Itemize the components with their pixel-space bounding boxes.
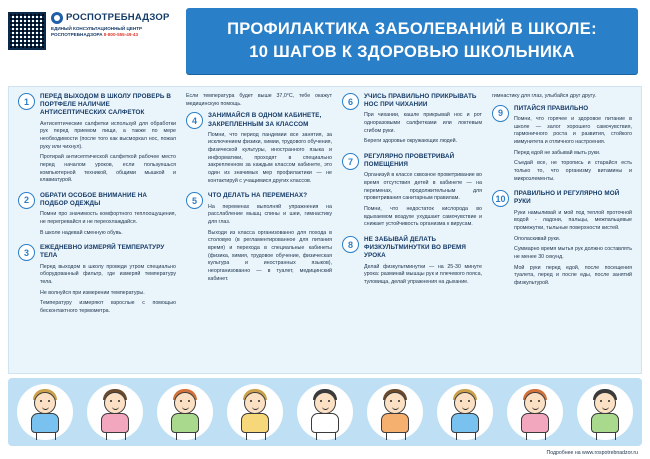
step-heading-8: НЕ ЗАБЫВАЙ ДЕЛАТЬ ФИЗКУЛЬТМИНУТКИ ВО ВРЕМЯ УРОКА [364, 236, 467, 260]
brand-phone: 8-800-555-49-43 [103, 32, 139, 38]
step-heading-4: ЗАНИМАЙСЯ В ОДНОМ КАБИНЕТЕ, ЗАКРЕПЛЕННЫМ ЗА КЛАССОМ [208, 112, 322, 128]
rospotrebnadzor-logo-icon [51, 12, 63, 24]
step-text-7-2: Помни, что недостаток кислорода во вдыхаемом воздухе ухудшает самочувствие и снижает устойчивость организма к вирусам. [364, 206, 482, 228]
step-pretext-4: Если температура будет выше 37,0°C, тебе окажут медицинскую помощь. [186, 93, 332, 107]
step-item-10 [492, 190, 632, 287]
kid-with-thermometer [364, 380, 426, 446]
step-text-7-1: Организуй в классе сквозное проветривание во время отсутствия детей в кабинете — на переменах, продолжительным для проветривания санитарным правилам. [364, 172, 482, 202]
kid-washing-hands [14, 380, 76, 446]
content-column-1 [13, 93, 181, 369]
step-number-2: 2 [18, 192, 35, 209]
step-number-9: 9 [492, 105, 509, 122]
step-text-9-2: Перед едой не забывай мыть руки. [514, 149, 601, 156]
step-heading-2: ОБРАТИ ОСОБОЕ ВНИМАНИЕ НА ПОДБОР ОДЕЖДЫ [40, 191, 148, 208]
step-text-9-1: Помни, что горячее и здоровое питание в школе — залог хорошего самочувствия, гармоничного роста и развития, стойкого иммунитета и отличного настроения. [514, 115, 632, 145]
step-text-2-2: В школе надевай сменную обувь. [40, 229, 123, 236]
step-item-2 [18, 192, 176, 237]
poster-title-line1: ПРОФИЛАКТИКА ЗАБОЛЕВАНИЙ В ШКОЛЕ: [227, 19, 597, 38]
brand-subtitle-line1: ЕДИНЫЙ КОНСУЛЬТАЦИОННЫЙ ЦЕНТР [51, 26, 143, 31]
content-panel [8, 86, 642, 374]
step-text-10-2: Ополаскивай руки. [514, 235, 561, 242]
brand-block [8, 6, 188, 50]
step-item-6 [342, 93, 482, 146]
step-number-1: 1 [18, 93, 35, 110]
step-text-3-1: Перед выходом в школу проведи утром специально оборудованный фильтр, где измеряй температуру тела. [40, 263, 176, 285]
brand-logo-row [51, 12, 170, 24]
content-columns [9, 87, 641, 373]
step-text-2-1: Помни про значимость комфортного теплоощущения, не перегревайся и не переохлаждайся. [40, 211, 176, 225]
step-heading-1: ПЕРЕД ВЫХОДОМ В ШКОЛУ ПРОВЕРЬ В ПОРТФЕЛЕ НАЛИЧИЕ АНТИСЕПТИЧЕСКИХ САЛФЕТОК [40, 93, 172, 117]
kid-waving [574, 380, 636, 446]
step-text-5-1: На переменах выполняй упражнения на расслабление мышц спины и шеи, гимнастику для глаз. [208, 203, 332, 225]
step-item-5 [186, 192, 332, 283]
brand-subtitle [51, 26, 170, 38]
step-text-10-3: Суммарно время мытья рук должно составлять не менее 30 секунд. [514, 246, 632, 260]
poster-title-banner [186, 8, 638, 74]
step-heading-10: ПРАВИЛЬНО И РЕГУЛЯРНО МОЙ РУКИ [514, 190, 620, 206]
step-text-10-4: Мой руки перед едой, после посещения туалета, перед и после еды, после занятий физкультурой. [514, 264, 632, 286]
step-text-5-2: Выходи из класса организованно для похода в столовую (в регламентированное для питания время) и перехода в специальные кабинеты (физика, химия, трудовое обучение, физическая культура и иностранных языков), неорганизованно — в туалет, медицинский кабинет. [208, 229, 332, 282]
kid-with-notebook [294, 380, 356, 446]
step-number-7: 7 [342, 153, 359, 170]
qr-code-icon [8, 12, 46, 50]
kid-exercising [84, 380, 146, 446]
kid-with-backpack [154, 380, 216, 446]
step-item-1 [18, 93, 176, 185]
footer-note: Подробнее на www.rospotrebnadzor.ru [546, 450, 638, 456]
step-item-4 [186, 112, 332, 185]
kid-drinking-tea [504, 380, 566, 446]
step-text-6-1: При чихании, кашле прикрывай нос и рот одноразовыми салфетками или локтевым сгибом руки. [364, 112, 482, 134]
content-column-4 [487, 93, 637, 369]
step-text-1-2: Протирай антисептической салфеткой рабочее место перед началом уроков, если пользуешься компьютерной техникой, общими мышкой и клавиатурой. [40, 154, 176, 184]
step-heading-3: ЕЖЕДНЕВНО ИЗМЕРЯЙ ТЕМПЕРАТУРУ ТЕЛА [40, 244, 165, 260]
step-item-3 [18, 244, 176, 315]
content-column-3 [337, 93, 487, 369]
step-number-4: 4 [186, 112, 203, 129]
step-text-6-2: Береги здоровье окружающих людей. [364, 138, 458, 145]
step-text-10-1: Руки намыливай и мой под теплой проточной водой - ладони, пальцы, межпальцевые промежутки, тыльные поверхности кистей. [514, 209, 632, 231]
step-number-10: 10 [492, 190, 509, 207]
step-item-9 [492, 105, 632, 184]
step-text-8-1: Делай физкультминутки — на 25-30 минуте урока: разминай мышцы рук и плечевого пояса, туловища, делай упражнения на дыхание. [364, 263, 482, 285]
step-number-6: 6 [342, 93, 359, 110]
poster-title-line2: 10 ШАГОВ К ЗДОРОВЬЮ ШКОЛЬНИКА [249, 43, 575, 62]
content-column-2 [181, 93, 337, 369]
step-text-3-2: Не волнуйся при измерении температуры. [40, 289, 145, 296]
step-heading-9: ПИТАЙСЯ ПРАВИЛЬНО [514, 104, 589, 112]
step-heading-6: УЧИСЬ ПРАВИЛЬНО ПРИКРЫВАТЬ НОС ПРИ ЧИХАНИИ [364, 93, 477, 109]
poster-header [0, 0, 650, 84]
step-heading-7: РЕГУЛЯРНО ПРОВЕТРИВАЙ ПОМЕЩЕНИЯ [364, 153, 455, 169]
step-item-8 [342, 236, 482, 287]
step-heading-5: ЧТО ДЕЛАТЬ НА ПЕРЕМЕНАХ? [208, 192, 308, 200]
step-text-3-3: Температуру измеряют взрослые с помощью бесконтактного термометра. [40, 300, 176, 314]
brand-text [51, 12, 170, 38]
step-number-8: 8 [342, 236, 359, 253]
illustration-strip [8, 378, 642, 446]
kid-jumping-rope [434, 380, 496, 446]
step-number-3: 3 [18, 244, 35, 261]
brand-name: РОСПОТРЕБНАДЗОР [66, 12, 170, 24]
step-item-7 [342, 153, 482, 229]
kids-row [8, 378, 642, 446]
step-text-9-3: Съедай все, не торопись и старайся есть только то, что организму витамины и микроэлементы. [514, 160, 632, 182]
step-pretext-9: гимнастику для глаз, улыбайся друг другу. [492, 93, 597, 99]
step-text-4-1: Помни, что период пандемии все занятия, за исключением физики, химии, трудового обучения, физической культуры, иностранного языка и информатики, проходят в специально закрепленном за каждым классом кабинете, это один из значимых мер профилактики — не контактируй с учащимися других классов. [208, 131, 332, 184]
brand-subtitle-line2: РОСПОТРЕБНАДЗОРА [51, 32, 103, 38]
step-text-1-1: Антисептические салфетки используй для обработки рук перед приемом пищи, а также по мере необходимости (после того как высморкал нос, пожал руку или чихнул). [40, 120, 176, 150]
step-number-5: 5 [186, 192, 203, 209]
kid-reading-book [224, 380, 286, 446]
